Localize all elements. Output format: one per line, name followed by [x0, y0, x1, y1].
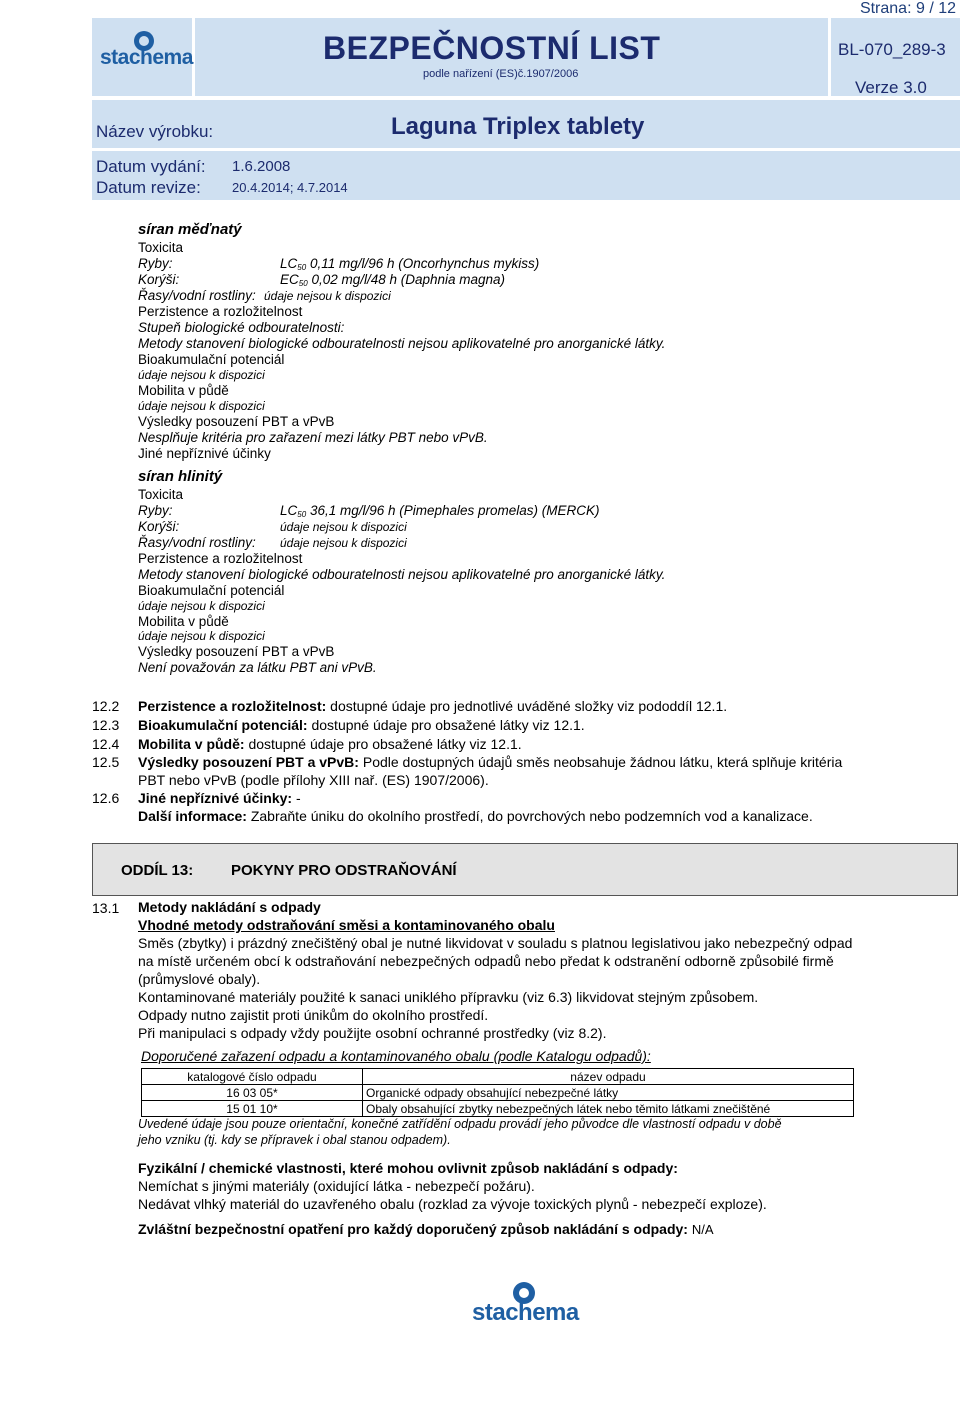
sub-12-2-num: 12.2 — [92, 698, 120, 714]
special-precautions — [138, 1221, 714, 1237]
issue-date: 1.6.2008 — [232, 158, 291, 175]
sub-12-5-text: Podle dostupných údajů směs neobsahuje žádnou látku, která splňuje kritéria — [362, 754, 843, 770]
section-13-title: POKYNY PRO ODSTRAŇOVÁNÍ — [231, 862, 457, 879]
s1-pbt: Výsledky posouzení PBT a vPvB — [138, 414, 335, 429]
s2-algae-value: údaje nejsou k dispozici — [280, 536, 407, 550]
section-13-header — [92, 843, 958, 896]
s1-bioacc: Bioakumulační potenciál — [138, 352, 285, 367]
header-white-4 — [828, 18, 831, 98]
sub-12-4-text: dostupné údaje pro obsažené látky viz 12.1. — [248, 736, 522, 752]
sub-12-3-label: Bioakumulační potenciál: — [138, 717, 308, 733]
s1-algae-value: údaje nejsou k dispozici — [264, 289, 391, 303]
s1-fish-sub: 50 — [297, 263, 307, 272]
sub-12-5-num: 12.5 — [92, 754, 120, 770]
disposal-p5: Odpady nutno zajistit proti únikům do okolního prostředí. — [138, 1007, 489, 1023]
s2-mobility: Mobilita v půdě — [138, 614, 229, 629]
waste-code: 15 01 10* — [142, 1101, 363, 1117]
s2-crust-label: Korýši: — [138, 519, 180, 534]
page-number: Strana: 9 / 12 — [859, 0, 956, 17]
s1-fish-text: 0,11 mg/l/96 h (Oncorhynchus mykiss) — [309, 256, 540, 271]
document-subtitle: podle nařízení (ES)č.1907/2006 — [423, 68, 579, 80]
s2-pbt: Výsledky posouzení PBT a vPvB — [138, 644, 335, 659]
sub-12-6-num: 12.6 — [92, 790, 120, 806]
s2-bioacc: Bioakumulační potenciál — [138, 583, 285, 598]
sub-12-6-more — [138, 808, 813, 825]
waste-name: Obaly obsahující zbytky nebezpečných látek nebo těmito látkami znečištěné — [363, 1101, 854, 1117]
sub-12-3-text: dostupné údaje pro obsažené látky viz 12.1. — [311, 717, 585, 733]
s1-other-effects: Jiné nepříznivé účinky — [138, 446, 271, 461]
special-precautions-value: N/A — [691, 1222, 714, 1237]
sub-12-5 — [92, 754, 842, 771]
s2-fish-label: Ryby: — [138, 503, 173, 518]
sub-12-2-text: dostupné údaje pro jednotlivé uváděné složky viz pododdíl 12.1. — [330, 698, 728, 714]
s1-crust-text: 0,02 mg/l/48 h (Daphnia magna) — [311, 272, 506, 287]
sub-12-4 — [92, 736, 522, 753]
col-name-header: název odpadu — [363, 1069, 854, 1085]
s1-bioacc-value: údaje nejsou k dispozici — [138, 368, 265, 382]
disposal-p6: Při manipulaci s odpady vždy použijte osobní ochranné prostředky (viz 8.2). — [138, 1025, 607, 1041]
s2-persistence: Perzistence a rozložitelnost — [138, 551, 303, 566]
footer-logo-text: stachema — [472, 1299, 579, 1326]
s1-persistence: Perzistence a rozložitelnost — [138, 304, 303, 319]
s1-mobility-value: údaje nejsou k dispozici — [138, 399, 265, 413]
sub-12-2-label: Perzistence a rozložitelnost: — [138, 698, 327, 714]
sub-12-4-num: 12.4 — [92, 736, 120, 752]
sub-13-1-num: 13.1 — [92, 900, 120, 916]
s1-algae-label: Řasy/vodní rostliny: — [138, 288, 256, 303]
s2-toxicity-heading: Toxicita — [138, 487, 184, 502]
sub-12-6-label: Jiné nepříznivé účinky: — [138, 790, 293, 806]
sub-12-6 — [92, 790, 301, 807]
s2-fish-text: 36,1 mg/l/96 h (Pimephales promelas) (MERCK) — [309, 503, 600, 518]
document-version: Verze 3.0 — [855, 78, 927, 97]
sub-12-3-num: 12.3 — [92, 717, 120, 733]
waste-code: 16 03 05* — [142, 1085, 363, 1101]
company-logo — [92, 28, 193, 76]
header-white-2 — [92, 148, 960, 151]
substance-2-name: síran hlinitý — [138, 468, 223, 485]
s1-degradability: Stupeň biologické odbouratelnosti: — [138, 320, 345, 335]
disposal-p1: Směs (zbytky) i prázdný znečištěný obal je nutné likvidovat v souladu s platnou legislativou jako nebezpečný odpad — [138, 935, 853, 951]
s1-fish-label: Ryby: — [138, 256, 173, 271]
s2-crust-value: údaje nejsou k dispozici — [280, 520, 407, 534]
table-row — [142, 1085, 854, 1101]
waste-name: Organické odpady obsahující nebezpečné látky — [363, 1085, 854, 1101]
s1-methods: Metody stanovení biologické odbouratelnosti nejsou aplikovatelné pro anorganické látky. — [138, 336, 666, 351]
product-name: Laguna Triplex tablety — [391, 113, 645, 140]
sub-13-1-head: Metody nakládání s odpady — [138, 899, 321, 915]
phys-line-1: Nemíchat s jinými materiály (oxidující látka - nebezpečí požáru). — [138, 1178, 535, 1194]
sub-13-1-subhead: Vhodné metody odstraňování směsi a kontaminovaného obalu — [138, 917, 555, 933]
table-row — [142, 1101, 854, 1117]
s1-toxicity-heading: Toxicita — [138, 240, 184, 255]
substance-1-name: síran měďnatý — [138, 221, 242, 238]
waste-table-title: Doporučené zařazení odpadu a kontaminovaného obalu (podle Katalogu odpadů): — [141, 1048, 651, 1064]
footer-logo — [466, 1280, 579, 1330]
waste-note-1: Uvedené údaje jsou pouze orientační, konečné zatřídění odpadu provádí jeho původce dle vlastností odpadu v době — [138, 1117, 782, 1131]
s2-algae-label: Řasy/vodní rostliny: — [138, 535, 256, 550]
s1-crust-label: Korýši: — [138, 272, 180, 287]
further-info-label: Další informace: — [138, 808, 247, 824]
special-precautions-label: Zvláštní bezpečnostní opatření pro každý doporučený způsob nakládání s odpady: — [138, 1221, 688, 1237]
sub-12-4-label: Mobilita v půdě: — [138, 736, 245, 752]
waste-table-header — [142, 1069, 854, 1085]
issue-date-label: Datum vydání: — [96, 157, 206, 176]
phys-heading: Fyzikální / chemické vlastnosti, které mohou ovlivnit způsob nakládání s odpady: — [138, 1160, 678, 1176]
further-info-text: Zabraňte úniku do okolního prostředí, do povrchových nebo podzemních vod a kanalizace. — [250, 808, 813, 824]
col-code-header: katalogové číslo odpadu — [142, 1069, 363, 1085]
s2-fish-lc: LC — [280, 503, 298, 518]
document-title: BEZPEČNOSTNÍ LIST — [323, 30, 661, 66]
disposal-p2: na místě určeném obcí k odstraňování nebezpečných odpadů nebo předat k odstranění odborně způsobilé firmě — [138, 953, 834, 969]
disposal-p4: Kontaminované materiály použité k sanaci uniklého přípravku (viz 6.3) likvidovat stejným způsobem. — [138, 989, 759, 1005]
sub-12-3 — [92, 717, 585, 734]
revision-date-label: Datum revize: — [96, 178, 201, 197]
sub-12-5-line2: PBT nebo vPvB (podle přílohy XIII nař. (ES) 1907/2006). — [138, 772, 489, 788]
s1-mobility: Mobilita v půdě — [138, 383, 229, 398]
waste-table — [141, 1068, 854, 1117]
logo-text: stachema — [100, 46, 193, 69]
s2-bioacc-value: údaje nejsou k dispozici — [138, 599, 265, 613]
s1-crust-ec: EC — [280, 272, 299, 287]
s1-crust-sub: 50 — [298, 279, 308, 288]
section-13-label: ODDÍL 13: — [121, 862, 194, 879]
phys-line-2: Nedávat vlhký materiál do uzavřeného obalu (rozklad za vývoje toxických plynů - nebezpečí exploze). — [138, 1196, 767, 1212]
s1-pbt-value: Nesplňuje kritéria pro zařazení mezi látky PBT nebo vPvB. — [138, 430, 488, 445]
sub-12-2 — [92, 698, 727, 715]
s2-fish-sub: 50 — [297, 510, 307, 519]
s2-pbt-value: Není považován za látku PBT ani vPvB. — [138, 660, 377, 675]
disposal-p3: (průmyslové obaly). — [138, 971, 261, 987]
product-label: Název výrobku: — [96, 122, 214, 141]
sub-12-5-label: Výsledky posouzení PBT a vPvB: — [138, 754, 359, 770]
s1-fish-lc: LC — [280, 256, 298, 271]
sub-12-6-text: - — [295, 790, 301, 806]
s2-methods: Metody stanovení biologické odbouratelnosti nejsou aplikovatelné pro anorganické látky. — [138, 567, 666, 582]
revision-date: 20.4.2014; 4.7.2014 — [232, 180, 348, 195]
waste-note-2: jeho vzniku (tj. kdy se přípravek i obal stanou odpadem). — [138, 1133, 451, 1147]
document-code: BL-070_289-3 — [838, 40, 946, 59]
s2-mobility-value: údaje nejsou k dispozici — [138, 629, 265, 643]
